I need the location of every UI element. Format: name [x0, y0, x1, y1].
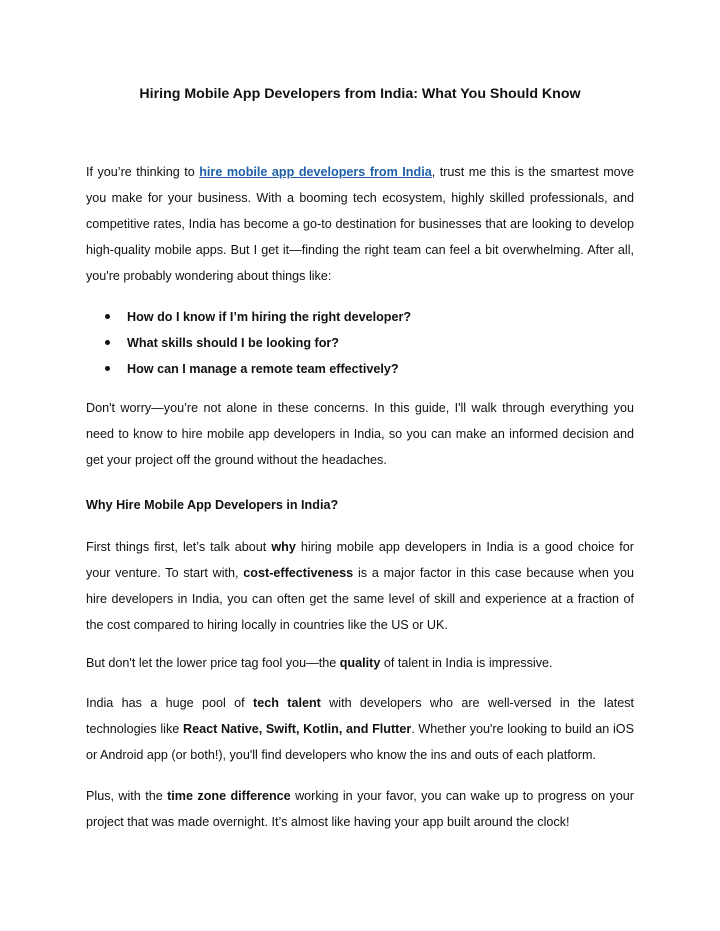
intro-text-before-link: If you’re thinking to [86, 165, 200, 179]
bold-run: why [271, 540, 296, 554]
bold-run: tech talent [253, 696, 321, 710]
bold-run: cost-effectiveness [243, 566, 354, 580]
bullet-icon [105, 340, 110, 345]
list-item [86, 356, 634, 382]
intro-paragraph [86, 159, 634, 289]
worry-paragraph: Don't worry—you’re not alone in these concerns. In this guide, I'll walk through everything you need to know to hire mobile app developers in India, so you can make an informed decision and get your project off the ground without the headaches. [86, 401, 634, 467]
bold-run: quality [339, 656, 381, 670]
bold-run: React Native, Swift, Kotlin, and Flutter [182, 722, 412, 736]
list-item-text: How do I know if I’m hiring the right developer? [127, 310, 412, 324]
list-item-text: How can I manage a remote team effectively? [127, 362, 399, 376]
text-run: of talent in India is impressive. [380, 656, 553, 670]
intro-text-after-link: , trust me this is the smartest move you make for your business. With a booming tech ecosystem, highly skilled professionals, and competitive rates, India has become a go-to destination for businesses that are looking to develop high-quality mobile apps. But I get it—finding the right team can feel a bit overwhelming. After all, you're probably wondering about things like: [86, 165, 634, 283]
section-heading: Why Hire Mobile App Developers in India? [86, 498, 339, 512]
hire-developers-link[interactable]: hire mobile app developers from India [199, 165, 432, 179]
text-run: First things first, let’s talk about [86, 540, 272, 554]
tech-talent-paragraph [86, 690, 634, 768]
list-item [86, 304, 634, 330]
time-zone-paragraph [86, 783, 634, 835]
text-run: Plus, with the [86, 789, 168, 803]
bullet-icon [105, 314, 110, 319]
quality-paragraph [86, 650, 634, 676]
text-run: India has a huge pool of [86, 696, 254, 710]
text-run: with developers who are well-versed in the latest technologies like [86, 696, 634, 736]
bullet-icon [105, 366, 110, 371]
text-run: is a major factor in this case because when you hire developers in India, you can often get the same level of skill and experience at a fraction of the cost compared to hiring locally in countries like the US or UK. [86, 566, 634, 632]
text-run: hiring mobile app developers in India is a good choice for your venture. To start with, [86, 540, 634, 580]
question-list [86, 304, 634, 382]
list-item-text: What skills should I be looking for? [127, 336, 340, 350]
first-things-paragraph [86, 534, 634, 638]
text-run: But don't let the lower price tag fool you—the [86, 656, 340, 670]
page-title: Hiring Mobile App Developers from India: What You Should Know [139, 86, 581, 102]
text-run: working in your favor, you can wake up to progress on your project that was made overnight. It’s almost like having your app built around the clock! [86, 789, 634, 829]
bold-run: time zone difference [167, 789, 291, 803]
list-item [86, 330, 634, 356]
text-run: . Whether you're looking to build an iOS or Android app (or both!), you'll find developers who know the ins and outs of each platform. [86, 722, 634, 762]
